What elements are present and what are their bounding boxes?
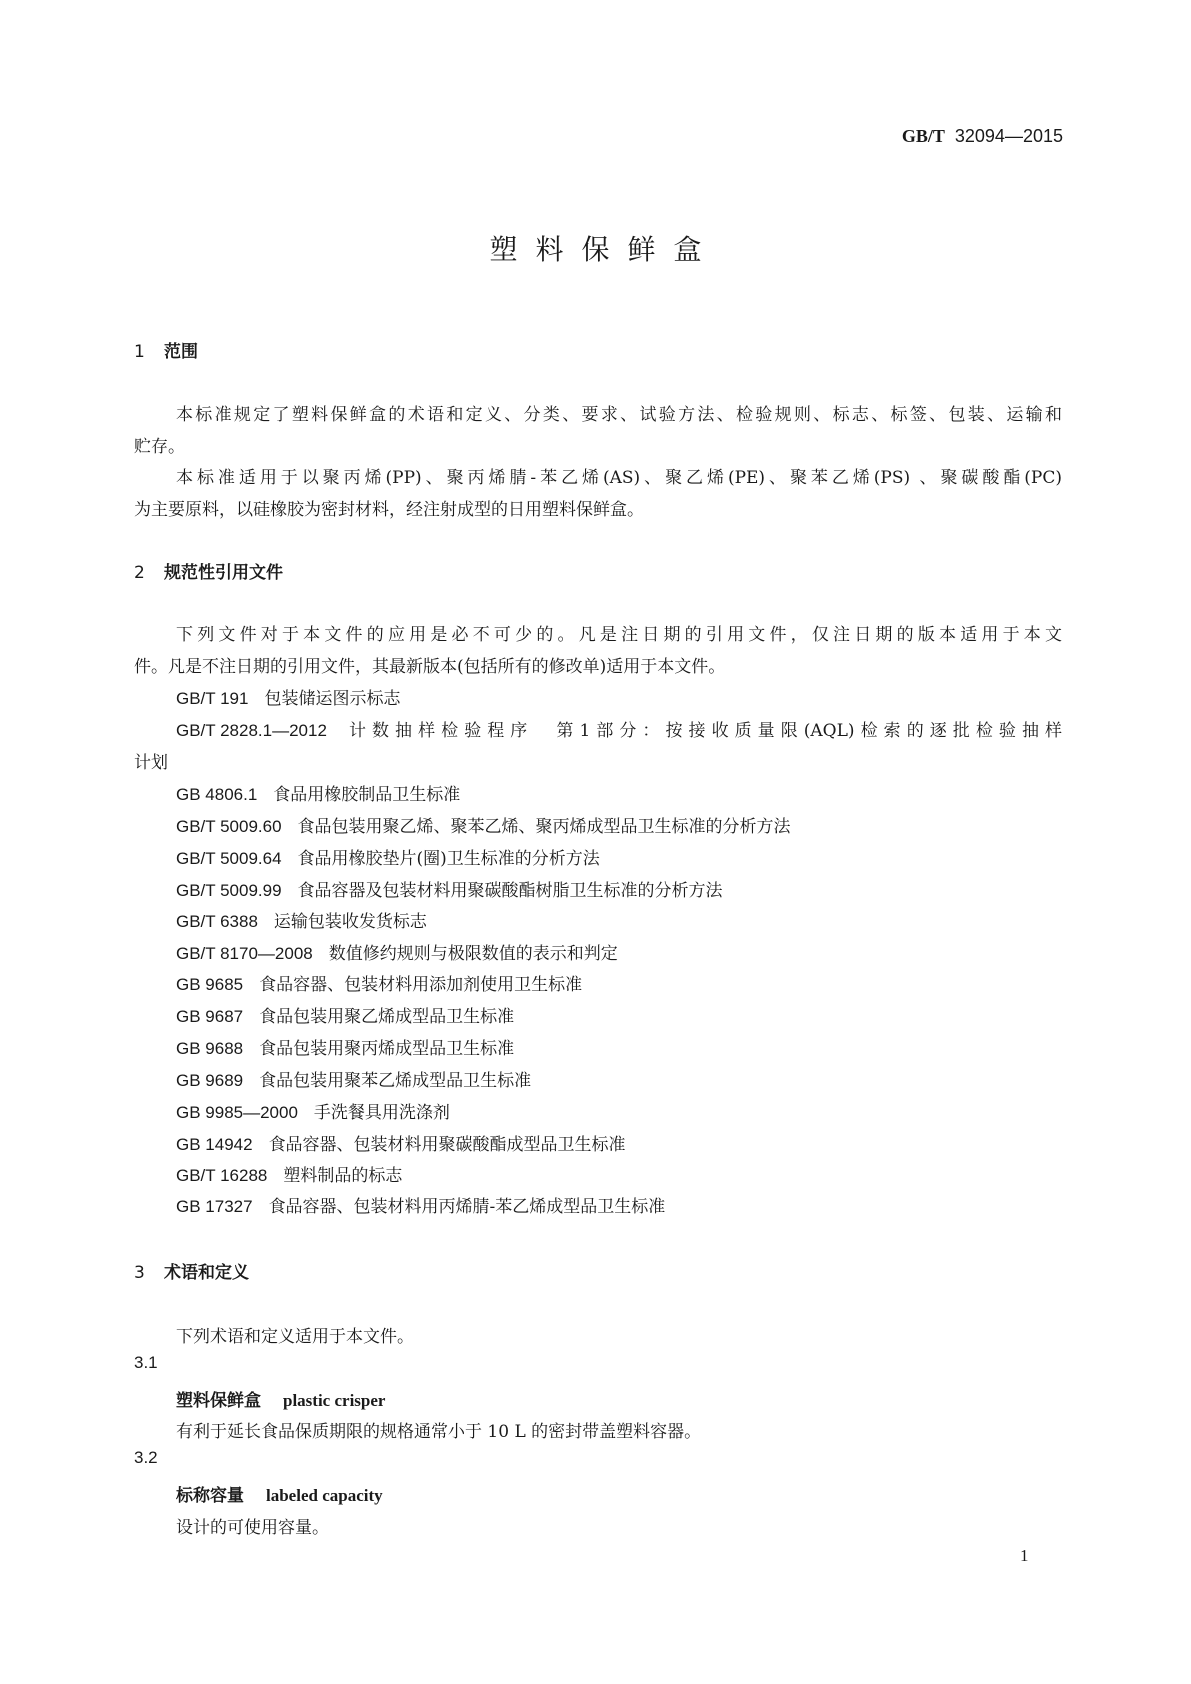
reference-code: GB/T 2828.1—2012: [176, 721, 327, 740]
reference-item: [176, 716, 1062, 741]
reference-code: GB 9687: [176, 1007, 244, 1026]
term-en: labeled capacity: [266, 1486, 383, 1505]
reference-code: GB/T 5009.99: [176, 881, 282, 900]
reference-item: [176, 1098, 450, 1123]
section-heading-1: [134, 337, 198, 362]
reference-title: 包装储运图示标志: [264, 689, 401, 709]
reference-title: 手洗餐具用洗涤剂: [313, 1103, 450, 1123]
reference-item: [176, 1002, 514, 1027]
reference-item: [176, 812, 791, 837]
reference-title: 食品包装用聚乙烯成型品卫生标准: [259, 1007, 515, 1027]
reference-title: 食品用橡胶制品卫生标准: [273, 785, 461, 805]
page-number: 1: [1020, 1546, 1029, 1565]
reference-code: GB/T 5009.64: [176, 849, 282, 868]
term-zh: 标称容量: [176, 1486, 244, 1506]
reference-title: 食品容器、包装材料用添加剂使用卫生标准: [259, 975, 583, 995]
reference-code: GB 9985—2000: [176, 1103, 298, 1122]
reference-title: 食品包装用聚丙烯成型品卫生标准: [259, 1039, 515, 1059]
reference-code: GB 9688: [176, 1039, 244, 1058]
reference-title: 计数抽样检验程序 第1部分：按接收质量限(AQL)检索的逐批检验抽样: [342, 721, 1062, 741]
term-heading: [176, 1481, 383, 1506]
clause-number: 3.1: [134, 1353, 158, 1372]
reference-title: 数值修约规则与极限数值的表示和判定: [328, 944, 618, 964]
reference-item: [176, 907, 427, 932]
reference-title: 食品包装用聚苯乙烯成型品卫生标准: [259, 1071, 532, 1091]
section-number: 2: [134, 563, 145, 583]
reference-title: 食品包装用聚乙烯、聚苯乙烯、聚丙烯成型品卫生标准的分析方法: [297, 817, 791, 837]
reference-item: [176, 1192, 665, 1217]
reference-item: [176, 844, 600, 869]
reference-code: GB/T 8170—2008: [176, 944, 313, 963]
term-definition: 有利于延长食品保质期限的规格通常小于 10 L 的密封带盖塑料容器。: [176, 1422, 702, 1442]
section-title: 范围: [164, 342, 198, 362]
reference-title: 食品容器、包装材料用丙烯腈-苯乙烯成型品卫生标准: [268, 1197, 666, 1217]
reference-title: 塑料制品的标志: [283, 1166, 403, 1186]
term-heading: [176, 1386, 385, 1411]
term-zh: 塑料保鲜盒: [176, 1391, 261, 1411]
reference-continuation: 计划: [134, 753, 168, 773]
reference-item: [176, 780, 460, 805]
reference-title: 食品容器、包装材料用聚碳酸酯成型品卫生标准: [268, 1135, 626, 1155]
clause-number: 3.2: [134, 1448, 158, 1467]
section-heading-2: [134, 558, 283, 583]
reference-item: [176, 1130, 626, 1155]
paragraph-line: 贮存。: [134, 437, 185, 457]
reference-item: [176, 876, 723, 901]
reference-item: [176, 1161, 402, 1186]
section-number: 1: [134, 342, 145, 362]
section-number: 3: [134, 1263, 145, 1283]
section-heading-3: [134, 1258, 249, 1283]
reference-code: GB/T 6388: [176, 912, 258, 931]
reference-title: 食品用橡胶垫片(圈)卫生标准的分析方法: [297, 849, 600, 869]
reference-code: GB/T 191: [176, 689, 249, 708]
section-title: 术语和定义: [164, 1263, 249, 1283]
reference-code: GB/T 5009.60: [176, 817, 282, 836]
paragraph-line: 下列术语和定义适用于本文件。: [176, 1327, 414, 1347]
document-title: 塑料保鲜盒: [489, 233, 720, 266]
reference-item: [176, 1066, 531, 1091]
paragraph-line: 为主要原料，以硅橡胶为密封材料，经注射成型的日用塑料保鲜盒。: [134, 500, 644, 520]
reference-title: 食品容器及包装材料用聚碳酸酯树脂卫生标准的分析方法: [297, 881, 723, 901]
section-title: 规范性引用文件: [164, 563, 283, 583]
term-en: plastic crisper: [283, 1391, 386, 1410]
standard-number: 32094—2015: [954, 126, 1063, 146]
reference-code: GB 17327: [176, 1197, 253, 1216]
reference-code: GB 14942: [176, 1135, 253, 1154]
reference-item: [176, 970, 582, 995]
reference-item: [176, 939, 618, 964]
standard-code: [902, 126, 1063, 147]
reference-item: [176, 1034, 514, 1059]
reference-code: GB/T 16288: [176, 1166, 268, 1185]
reference-item: [176, 684, 400, 709]
standard-prefix: GB/T: [901, 126, 945, 146]
paragraph-line: 件。凡是不注日期的引用文件，其最新版本(包括所有的修改单)适用于本文件。: [134, 657, 726, 677]
reference-title: 运输包装收发货标志: [273, 912, 427, 932]
reference-code: GB 4806.1: [176, 785, 258, 804]
reference-code: GB 9685: [176, 975, 244, 994]
paragraph-line: 下列文件对于本文件的应用是必不可少的。凡是注日期的引用文件，仅注日期的版本适用于本文: [176, 625, 1062, 645]
term-definition: 设计的可使用容量。: [176, 1518, 329, 1538]
reference-code: GB 9689: [176, 1071, 244, 1090]
paragraph-line: 本标准适用于以聚丙烯(PP)、聚丙烯腈-苯乙烯(AS)、聚乙烯(PE)、聚苯乙烯(PS) 、聚碳酸酯(PC): [176, 468, 1062, 488]
paragraph-line: 本标准规定了塑料保鲜盒的术语和定义、分类、要求、试验方法、检验规则、标志、标签、包装、运输和: [176, 405, 1062, 425]
